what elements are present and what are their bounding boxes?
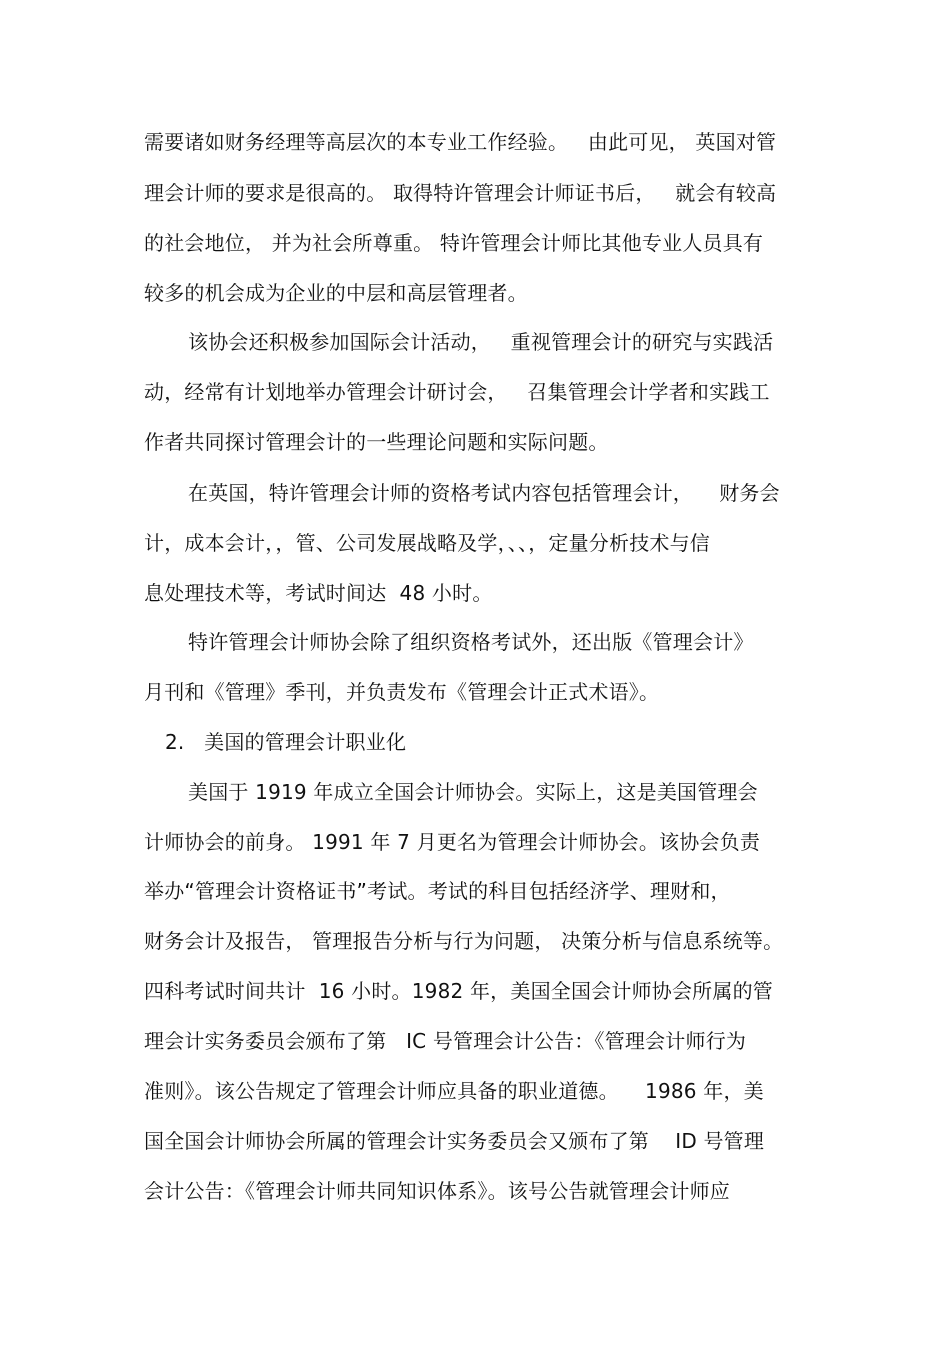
body-text-line: 动，经常有计划地举办管理会计研讨会， 召集管理会计学者和实践工: [144, 380, 770, 404]
paragraph-first-line: 美国于 1919 年成立全国会计师协会。实际上，这是美国管理会: [188, 780, 758, 804]
section-heading: 2. 美国的管理会计职业化: [165, 730, 407, 754]
body-text-line: 理会计师的要求是很高的。 取得特许管理会计师证书后， 就会有较高: [144, 181, 777, 205]
paragraph-first-line: 特许管理会计师协会除了组织资格考试外，还出版《管理会计》: [188, 630, 754, 654]
body-text-line: 计师协会的前身。 1991 年 7 月更名为管理会计师协会。该协会负责: [144, 830, 761, 854]
body-text-line: 息处理技术等，考试时间达 48 小时。: [144, 581, 493, 605]
body-text-line: 财务会计及报告， 管理报告分析与行为问题， 决策分析与信息系统等。: [144, 929, 784, 953]
body-text-line: 的社会地位， 并为社会所尊重。 特许管理会计师比其他专业人员具有: [144, 231, 764, 255]
paragraph-first-line: 在英国，特许管理会计师的资格考试内容包括管理会计， 财务会: [188, 481, 780, 505]
body-text-line: 理会计实务委员会颁布了第 IC 号管理会计公告：《管理会计师行为: [144, 1029, 747, 1053]
body-text-line: 四科考试时间共计 16 小时。1982 年，美国全国会计师协会所属的管: [144, 979, 773, 1003]
body-text-line: 作者共同探讨管理会计的一些理论问题和实际问题。: [144, 430, 609, 454]
body-text-line: 计，成本会计，，管、公司发展战略及学，、、，定量分析技术与信: [144, 531, 710, 555]
body-text-line: 会计公告：《管理会计师共同知识体系》。该号公告就管理会计师应: [144, 1179, 730, 1203]
body-text-line: 需要诸如财务经理等高层次的本专业工作经验。 由此可见， 英国对管: [144, 130, 777, 154]
body-text-line: 较多的机会成为企业的中层和高层管理者。: [144, 281, 528, 305]
body-text-line: 国全国会计师协会所属的管理会计实务委员会又颁布了第 ID 号管理: [144, 1129, 765, 1153]
body-text-line: 月刊和《管理》季刊，并负责发布《管理会计正式术语》。: [144, 680, 660, 704]
paragraph-first-line: 该协会还积极参加国际会计活动， 重视管理会计的研究与实践活: [188, 330, 774, 354]
body-text-line: 准则》。该公告规定了管理会计师应具备的职业道德。 1986 年，美: [144, 1079, 764, 1103]
body-text-line: 举办“管理会计资格证书”考试。考试的科目包括经济学、理财和，: [144, 879, 731, 903]
